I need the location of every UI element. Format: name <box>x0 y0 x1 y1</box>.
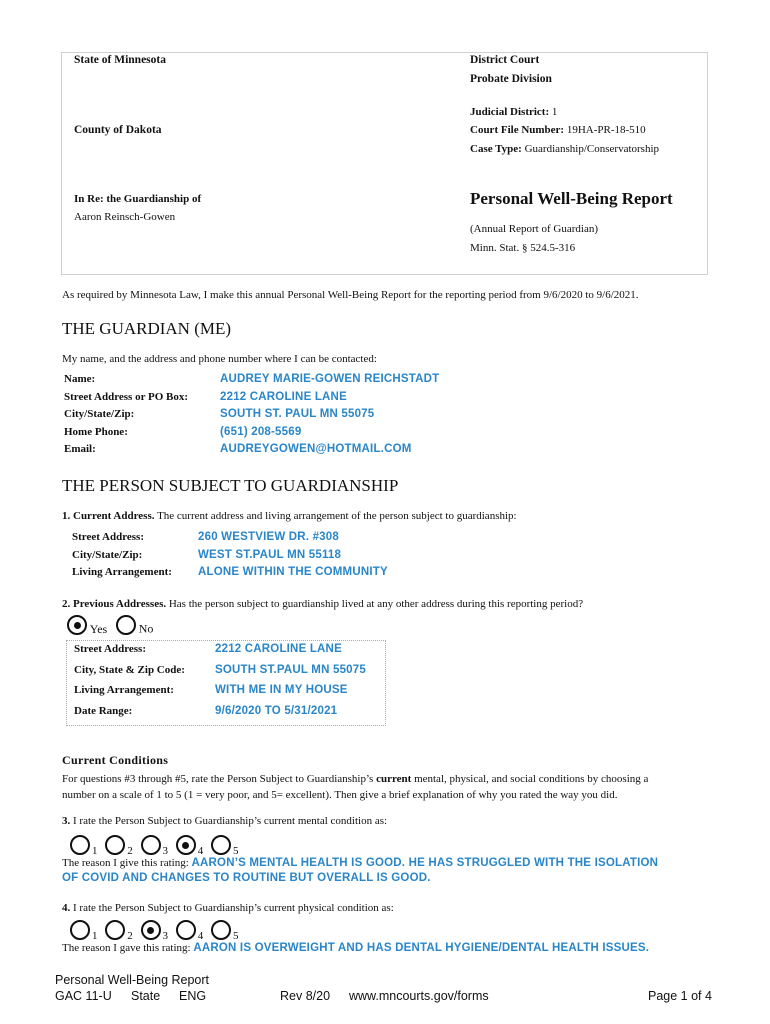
no-label: No <box>138 621 154 636</box>
prev-field-living: Living Arrangement: WITH ME IN MY HOUSE <box>74 684 348 696</box>
report-subtitle: (Annual Report of Guardian) <box>470 223 598 235</box>
yes-label: Yes <box>89 621 108 636</box>
division-label: Probate Division <box>470 73 552 85</box>
case-type: Case Type: Guardianship/Conservatorship <box>470 143 660 155</box>
q4-rating: 1 2 3 4 5 <box>70 920 244 942</box>
prev-field-street: Street Address: 2212 CAROLINE LANE <box>74 643 342 655</box>
q3-radio-2[interactable] <box>105 835 125 855</box>
current-field-living: Living Arrangement: ALONE WITHIN THE COMMUNITY <box>72 566 388 578</box>
current-address-fields <box>72 531 388 584</box>
q4-radio-3[interactable] <box>141 920 161 940</box>
guardian-field-street: Street Address or PO Box: 2212 CAROLINE LANE <box>64 390 347 403</box>
conditions-instructions: For questions #3 through #5, rate the Person Subject to Guardianship’s current mental, physical, and social conditions by choosing a number on a scale of 1 to 5 (1 = very poor, and 5= excellent). Then give a brief explanation of why you rated the way you did. <box>62 773 649 801</box>
no-radio[interactable] <box>116 615 136 635</box>
q3-reason: The reason I give this rating: AARON’S MENTAL HEALTH IS GOOD. HE HAS STRUGGLED WITH THE ISOLATION <box>62 857 659 869</box>
footer-lang: ENG <box>179 989 207 1003</box>
q4-radio-1[interactable] <box>70 920 90 940</box>
footer-code: GAC 11-U <box>55 989 112 1003</box>
q2-text: 2. Previous Addresses. Has the person subject to guardianship lived at any other address during this reporting period? <box>62 598 584 610</box>
statute-citation: Minn. Stat. § 524.5-316 <box>470 242 576 254</box>
q3-reason-line2: OF COVID AND CHANGES TO ROUTINE BUT OVERALL IS GOOD. <box>62 872 431 884</box>
guardian-fields <box>64 373 439 461</box>
q4-radio-4[interactable] <box>176 920 196 940</box>
court-label: District Court <box>470 54 540 66</box>
q4-radio-2[interactable] <box>105 920 125 940</box>
current-field-city: City/State/Zip: WEST ST.PAUL MN 55118 <box>72 548 342 561</box>
footer-title: Personal Well-Being Report <box>55 973 210 987</box>
conditions-heading: Current Conditions <box>62 753 169 767</box>
footer-url[interactable]: www.mncourts.gov/forms <box>349 989 489 1003</box>
prev-field-dates: Date Range: 9/6/2020 TO 5/31/2021 <box>74 704 338 717</box>
current-field-street: Street Address: 260 WESTVIEW DR. #308 <box>72 531 339 543</box>
footer-state: State <box>131 989 161 1003</box>
ward-name: Aaron Reinsch-Gowen <box>74 211 176 223</box>
guardian-field-phone: Home Phone: (651) 208-5569 <box>64 425 302 438</box>
q3-radio-4[interactable] <box>176 835 196 855</box>
previous-address-fields <box>74 643 366 725</box>
q3-rating: 1 2 3 4 5 <box>70 835 244 857</box>
q1-text: 1. Current Address. The current address and living arrangement of the person subject to guardianship: <box>62 510 517 522</box>
q4-text: 4. I rate the Person Subject to Guardianship’s current physical condition as: <box>62 902 394 914</box>
guardian-field-city: City/State/Zip: SOUTH ST. PAUL MN 55075 <box>64 408 375 420</box>
q4-reason: The reason I gave this rating: AARON IS OVERWEIGHT AND HAS DENTAL HYGIENE/DENTAL HEALTH ISSUES. <box>62 942 650 954</box>
q2-options <box>67 615 153 637</box>
guardian-heading: THE GUARDIAN (ME) <box>62 319 232 338</box>
q4-radio-5[interactable] <box>211 920 231 940</box>
footer-page: Page 1 of 4 <box>648 989 712 1003</box>
yes-radio[interactable] <box>67 615 87 635</box>
q3-radio-3[interactable] <box>141 835 161 855</box>
reporting-period-intro: As required by Minnesota Law, I make this annual Personal Well-Being Report for the reporting period from 9/6/2020 to 9/6/2021. <box>62 289 639 301</box>
q3-radio-1[interactable] <box>70 835 90 855</box>
guardian-field-name: Name: AUDREY MARIE-GOWEN REICHSTADT <box>64 373 440 385</box>
footer-rev: Rev 8/20 <box>280 989 331 1003</box>
judicial-district: Judicial District: 1 <box>470 106 558 118</box>
guardian-field-email: Email: AUDREYGOWEN@HOTMAIL.COM <box>64 443 412 455</box>
state-label: State of Minnesota <box>74 54 166 66</box>
county-label: County of Dakota <box>74 124 162 136</box>
court-file-number: Court File Number: 19HA-PR-18-510 <box>470 124 646 136</box>
report-title: Personal Well-Being Report <box>470 189 673 208</box>
q3-radio-5[interactable] <box>211 835 231 855</box>
prev-field-city: City, State & Zip Code: SOUTH ST.PAUL MN 55075 <box>74 663 366 676</box>
subject-heading: THE PERSON SUBJECT TO GUARDIANSHIP <box>62 476 399 495</box>
guardian-intro: My name, and the address and phone number where I can be contacted: <box>62 353 377 365</box>
q3-text: 3. I rate the Person Subject to Guardianship’s current mental condition as: <box>62 815 388 827</box>
in-re-label: In Re: the Guardianship of <box>74 193 202 205</box>
case-header-box <box>61 52 708 275</box>
